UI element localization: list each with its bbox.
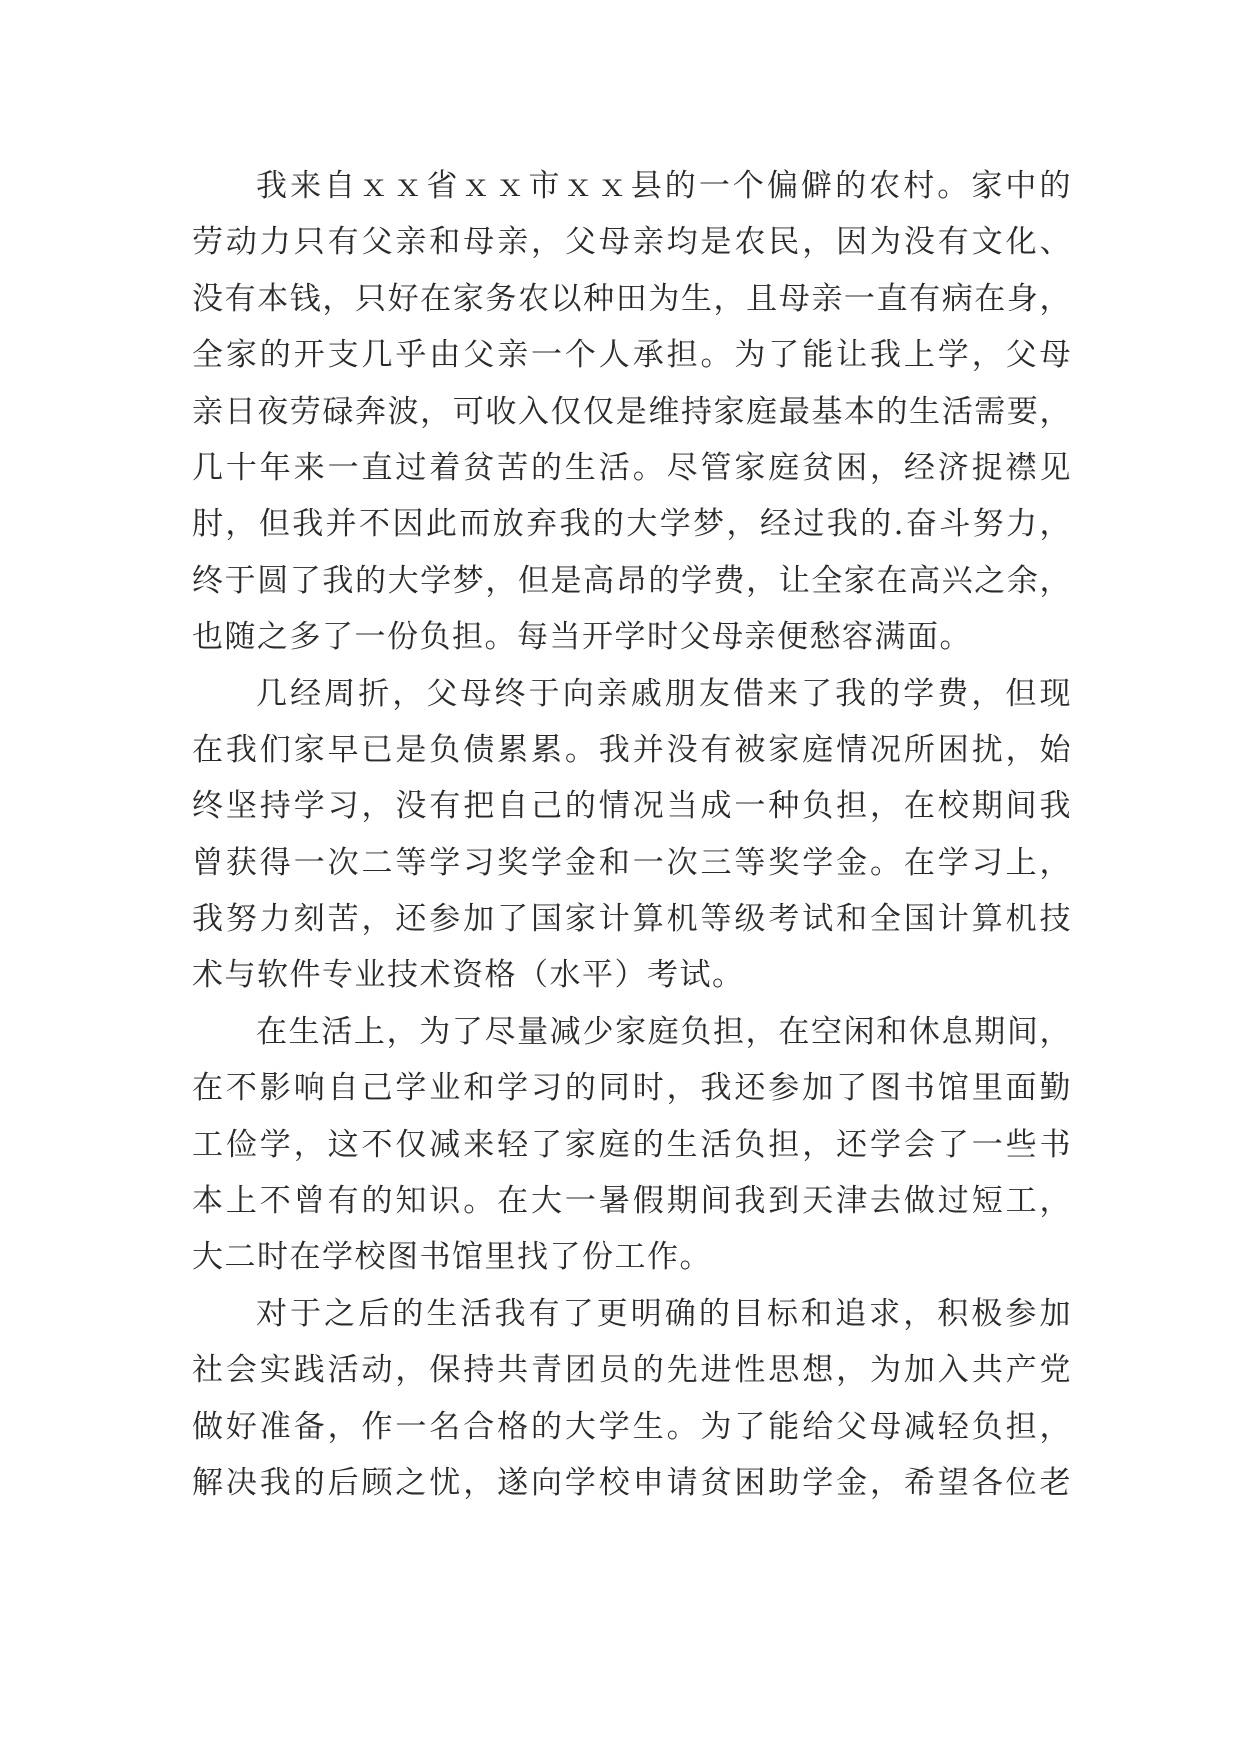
text-line: 劳动力只有父亲和母亲，父母亲均是农民，因为没有文化、 bbox=[192, 224, 1072, 261]
document-body bbox=[192, 158, 1072, 1511]
text-line: 术与软件专业技术资格（水平）考试。 bbox=[192, 957, 745, 994]
text-line: 也随之多了一份负担。每当开学时父母亲便愁容满面。 bbox=[192, 619, 972, 656]
text-line: 几经周折，父母终于向亲戚朋友借来了我的学费，但现 bbox=[256, 675, 1072, 712]
text-line: 对于之后的生活我有了更明确的目标和追求，积极参加 bbox=[256, 1295, 1072, 1332]
text-line: 在我们家早已是负债累累。我并没有被家庭情况所困扰，始 bbox=[192, 731, 1072, 768]
text-line: 几十年来一直过着贫苦的生活。尽管家庭贫困，经济捉襟见 bbox=[192, 449, 1072, 486]
paragraph-3 bbox=[192, 1004, 1072, 1286]
text-line: 全家的开支几乎由父亲一个人承担。为了能让我上学，父母 bbox=[192, 337, 1072, 374]
text-line: 我来自ｘｘ省ｘｘ市ｘｘ县的一个偏僻的农村。家中的 bbox=[256, 168, 1072, 204]
text-line: 曾获得一次二等学习奖学金和一次三等奖学金。在学习上， bbox=[192, 844, 1072, 881]
text-line: 我努力刻苦，还参加了国家计算机等级考试和全国计算机技 bbox=[192, 901, 1072, 938]
text-line: 终于圆了我的大学梦，但是高昂的学费，让全家在高兴之余， bbox=[192, 562, 1072, 599]
text-line: 在不影响自己学业和学习的同时，我还参加了图书馆里面勤 bbox=[192, 1070, 1072, 1107]
text-line: 在生活上，为了尽量减少家庭负担，在空闲和休息期间， bbox=[256, 1013, 1072, 1050]
text-line: 社会实践活动，保持共青团员的先进性思想，为加入共产党 bbox=[192, 1352, 1072, 1389]
text-line: 本上不曾有的知识。在大一暑假期间我到天津去做过短工， bbox=[192, 1183, 1072, 1220]
text-line: 解决我的后顾之忧，遂向学校申请贫困助学金，希望各位老 bbox=[192, 1464, 1072, 1501]
text-line: 终坚持学习，没有把自己的情况当成一种负担，在校期间我 bbox=[192, 788, 1072, 825]
paragraph-1 bbox=[192, 158, 1072, 666]
text-line: 大二时在学校图书馆里找了份工作。 bbox=[192, 1239, 712, 1276]
text-line: 做好准备，作一名合格的大学生。为了能给父母减轻负担， bbox=[192, 1408, 1072, 1445]
paragraph-4 bbox=[192, 1286, 1072, 1512]
text-line: 没有本钱，只好在家务农以种田为生，且母亲一直有病在身， bbox=[192, 280, 1072, 317]
text-line: 亲日夜劳碌奔波，可收入仅仅是维持家庭最基本的生活需要， bbox=[192, 393, 1072, 430]
text-line: 工俭学，这不仅减来轻了家庭的生活负担，还学会了一些书 bbox=[192, 1126, 1072, 1163]
paragraph-2 bbox=[192, 666, 1072, 1004]
text-line: 肘，但我并不因此而放弃我的大学梦，经过我的.奋斗努力， bbox=[192, 506, 1072, 543]
